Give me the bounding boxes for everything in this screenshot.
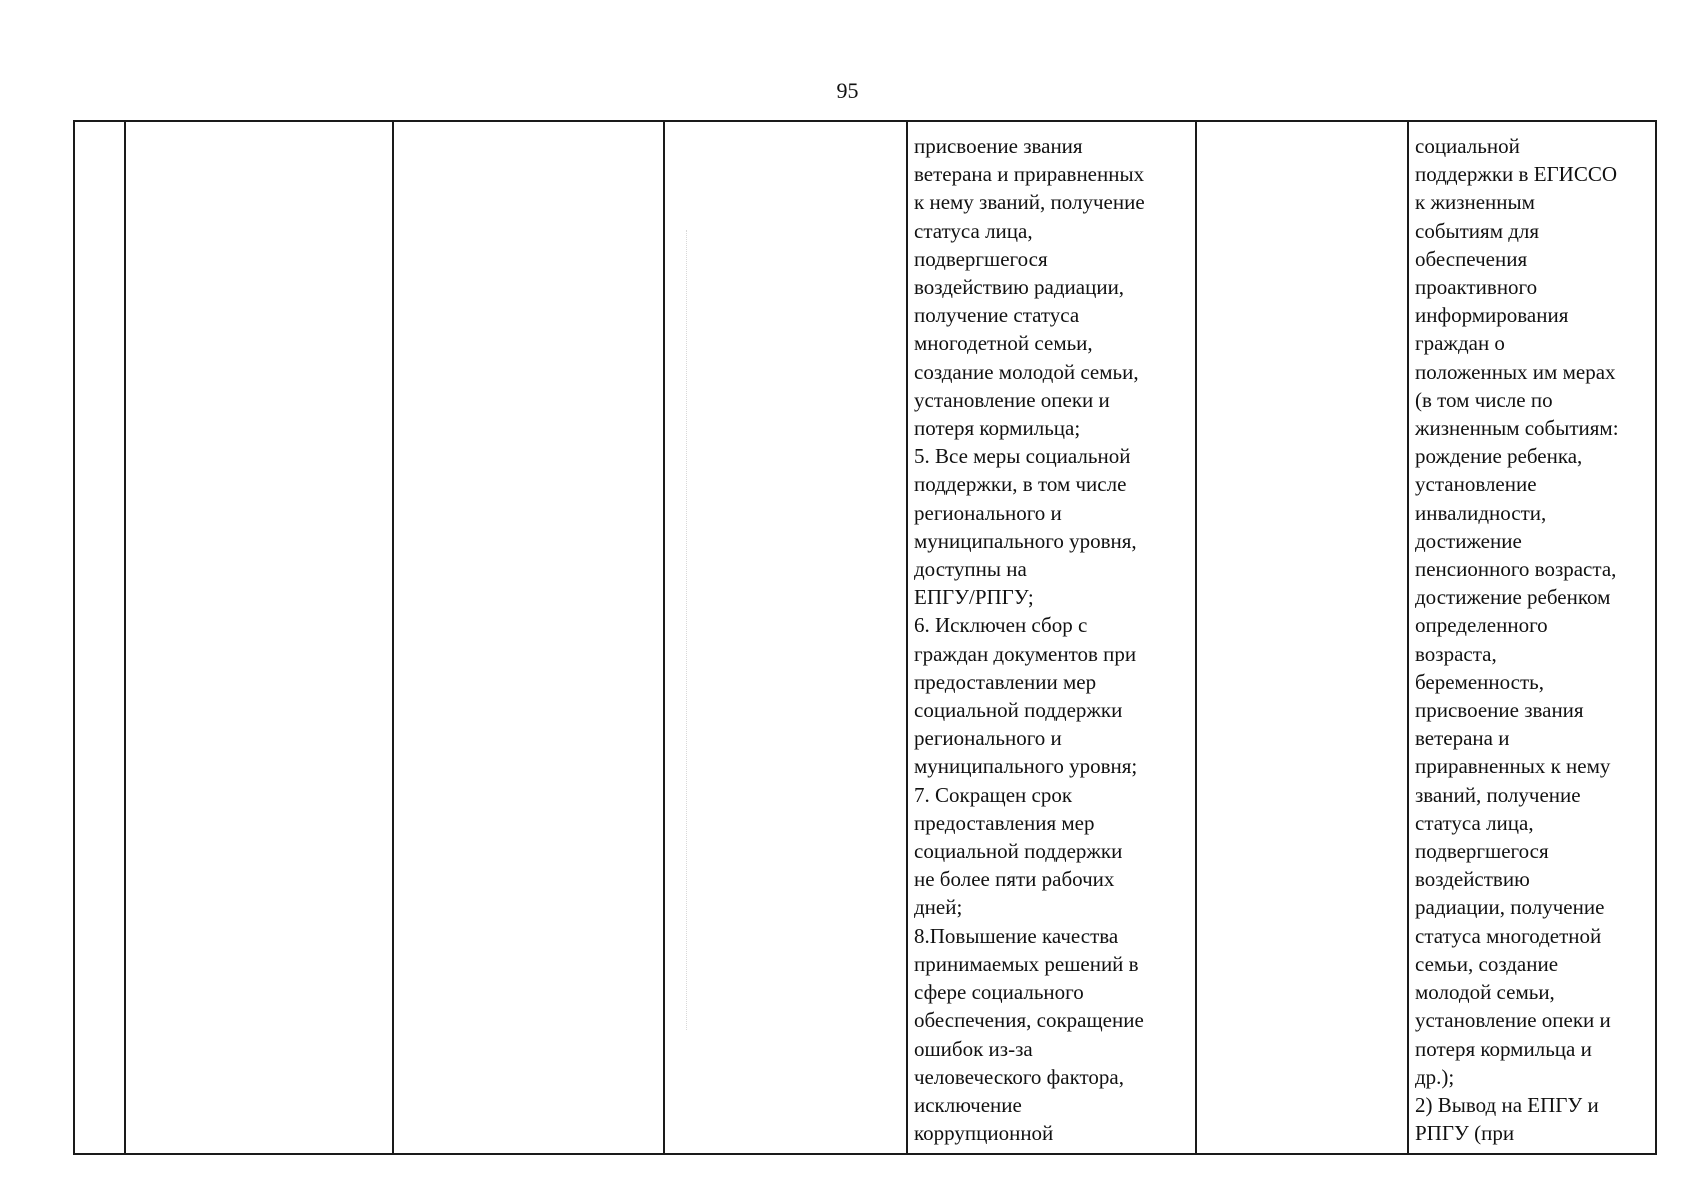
- table-cell-col2: [125, 121, 393, 1154]
- table-row: [74, 121, 1656, 1154]
- table-cell-col3: [393, 121, 664, 1154]
- cell-text-measures: социальной поддержки в ЕГИССО к жизненным событиям для обеспечения проактивного информирования граждан о положенных им мерах (в том числе по жизненным событиям: рождение ребенка, установление инвалидности, достижение пенсионного возраста, достижение ребенком определенного возраста, беременность, присвоение звания ветерана и приравненных к нему званий, получение статуса лица, подвергшегося воздействию радиации, получение статуса многодетной семьи, создание молодой семьи, установление опеки и потеря кормильца и др.); 2) Вывод на ЕПГУ и РПГУ (при: [1415, 134, 1619, 1146]
- table-cell-number: [74, 121, 125, 1154]
- table-cell-col6: [1196, 121, 1408, 1154]
- document-table: [73, 120, 1657, 1155]
- page-number: 95: [836, 78, 859, 103]
- cell-text-results: присвоение звания ветерана и приравненных к нему званий, получение статуса лица, подвергшегося воздействию радиации, получение статуса многодетной семьи, создание молодой семьи, установление опеки и потеря кормильца; 5. Все меры социальной поддержки, в том числе регионального и муниципального уровня, доступны на ЕПГУ/РПГУ; 6. Исключен сбор с граждан документов при предоставлении мер социальной поддержки регионального и муниципального уровня; 7. Сокращен срок предоставления мер социальной поддержки не более пяти рабочих дней; 8.Повышение качества принимаемых решений в сфере социального обеспечения, сокращение ошибок из-за человеческого фактора, исключение коррупционной: [914, 134, 1145, 1146]
- table-cell-col4: [664, 121, 907, 1154]
- table-cell-measures: [1408, 121, 1656, 1154]
- table-cell-results: [907, 121, 1196, 1154]
